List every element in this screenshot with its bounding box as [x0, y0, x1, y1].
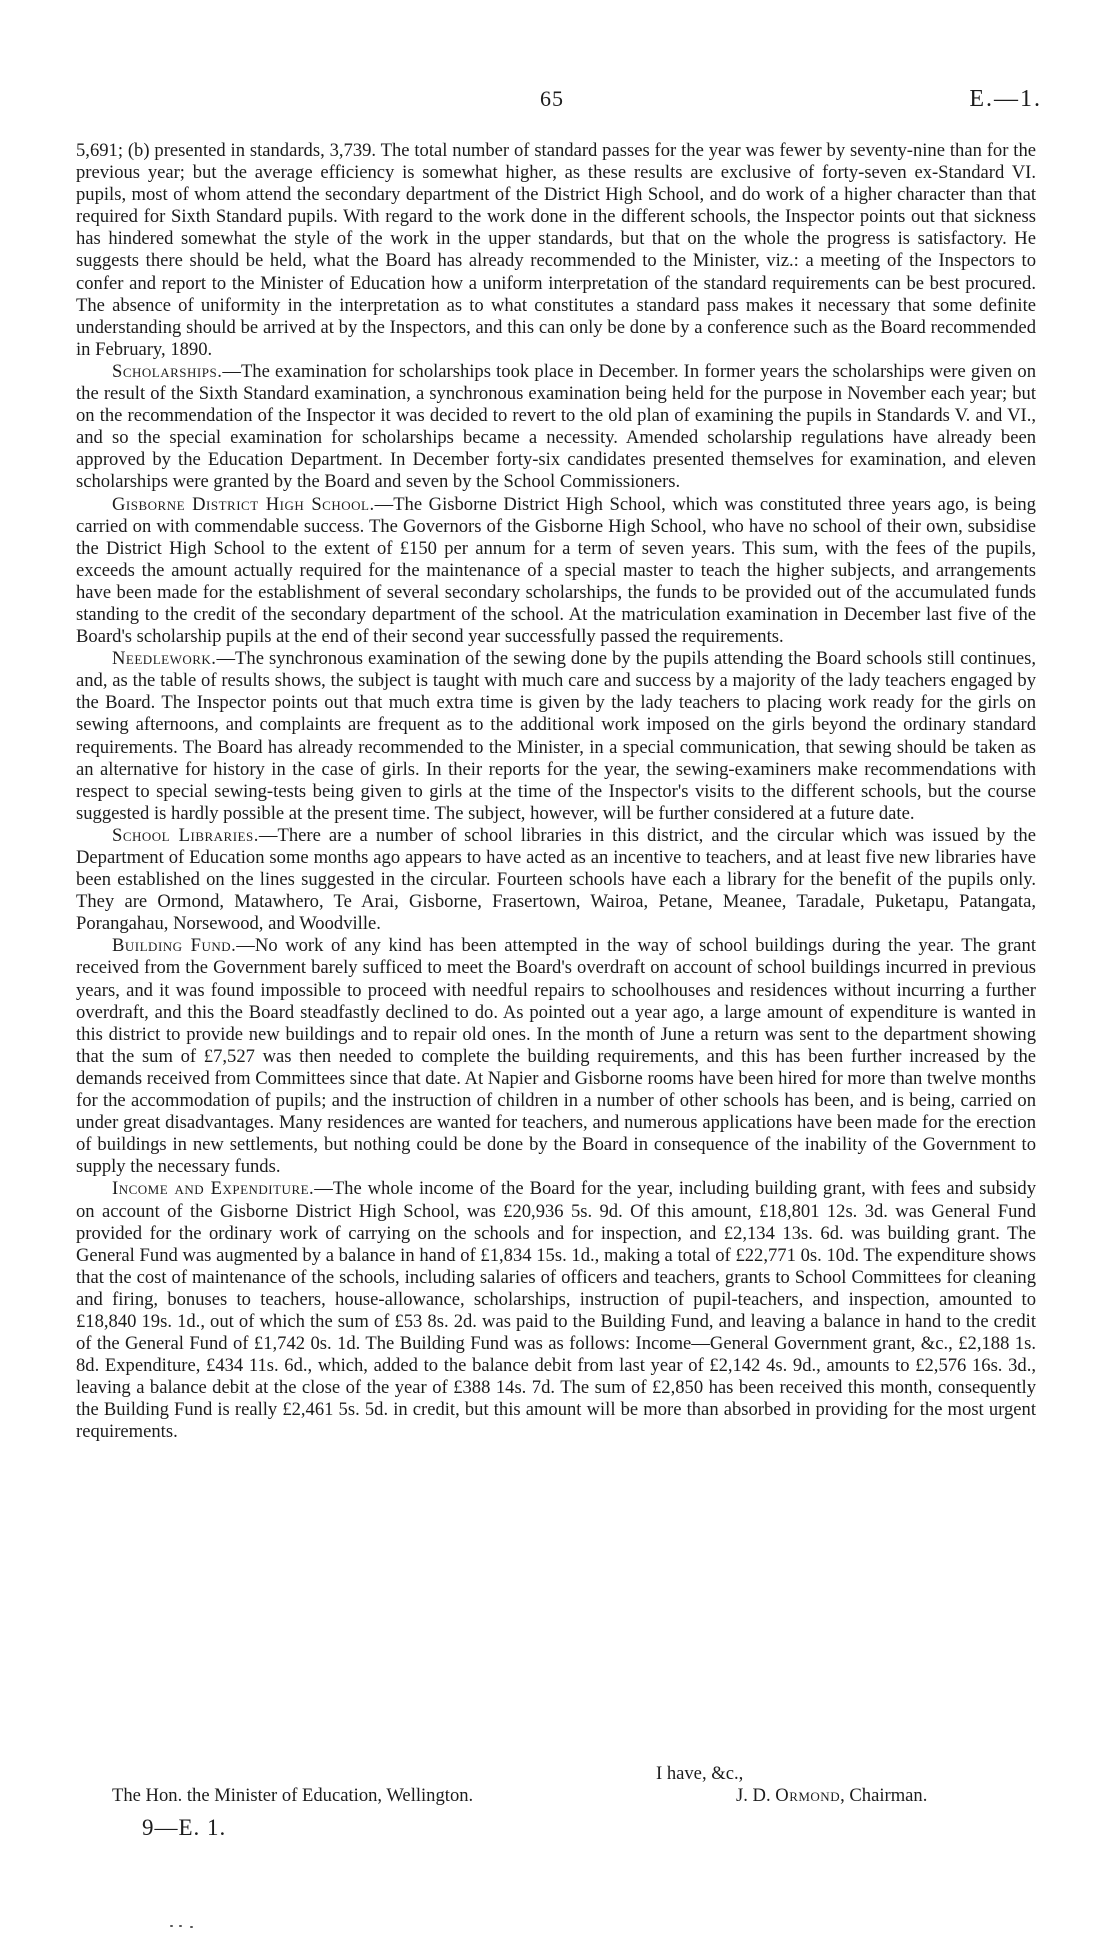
addressee: The Hon. the Minister of Education, Wellington. — [112, 1785, 474, 1806]
paragraph-heading: School Libraries. — [112, 824, 259, 846]
paragraph-text: —The Gisborne District High School, which was constituted three years ago, is being carried on with commendable success. The Governors of the Gisborne High School, who have no school of their own, subsidise the District High School to the extent of £150 per annum for a term of seven years. This sum, with the fees of the pupils, exceeds the amount actually required for the maintenance of a special master to teach the higher subjects, and arrangements have been made for the establishment of several secondary scholarships, the funds to be provided out of the accumulated funds standing to the credit of the secondary department of the school. At the matriculation examination in December last five of the Board's scholarship pupils at the end of their second year successfully passed the requirements. — [76, 493, 1036, 648]
signatory — [736, 1785, 927, 1807]
paragraph-heading: Building Fund. — [112, 935, 237, 957]
paragraph-gisborne-high-school — [76, 494, 1036, 649]
paragraph-scholarships — [76, 361, 1036, 494]
salutation: I have, &c., — [656, 1763, 744, 1784]
paragraph-text: —No work of any kind has been attempted in the way of school buildings during the year. The grant received from the Government barely sufficed to meet the Board's overdraft on account of school buildings incurred in previous years, and it was found impossible to proceed with needful repairs to schoolhouses and residences without incurring a further overdraft, and this the Board steadfastly declined to do. As pointed out a year ago, a large amount of expenditure is wanted in this district to provide new buildings and to repair old ones. In the month of June a return was sent to the department showing that the sum of £7,527 was then needed to complete the building requirements, and this has been further increased by the demands received from Committees since that date. At Napier and Gisborne rooms have been hired for more than twelve months for the accommodation of pupils; and the instruction of children in a number of other schools has been, and is being, carried on under great disadvantages. Many residences are wanted for teachers, and numerous applications have been made for the erection of buildings in new settlements, but nothing could be done by the Board in consequence of the inability of the Government to supply the necessary funds. — [76, 935, 1036, 1178]
address-row — [76, 1785, 1036, 1807]
paragraph-heading: Income and Expenditure. — [112, 1178, 315, 1200]
signature-mark: 9—E. 1. — [142, 1815, 227, 1840]
paragraph-text: 5,691; (b) presented in standards, 3,739. The total number of standard passes for the year was fewer by seventy-nine than for the previous year; but the average efficiency is somewhat higher, as these results are exclusive of forty-seven ex-Standard VI. pupils, most of whom attend the secondary department of the District High School, and do work of a higher character than that required for Sixth Standard pupils. With regard to the work done in the different schools, the Inspector points out that sickness has hindered somewhat the style of the work in the upper standards, but that on the whole the progress is satisfactory. He suggests there should be held, what the Board has already recommended to the Minister, viz.: a meeting of the Inspectors to confer and report to the Minister of Education how a uniform interpretation of the standard requirements can be best procured. The absence of uniformity in the interpretation as to what constitutes a standard pass makes it necessary that some definite understanding should be arrived at by the Inspectors, and this can only be done by a conference such as the Board recommended in February, 1890. — [76, 140, 1036, 360]
paragraph-heading: Gisborne District High School. — [112, 493, 375, 515]
paragraph-building-fund — [76, 935, 1036, 1178]
signatory-title: , Chairman. — [840, 1785, 928, 1806]
paragraph-standards — [76, 140, 1036, 361]
paragraph-heading: Scholarships. — [112, 360, 223, 382]
salutation-row — [76, 1763, 1036, 1785]
paragraph-income-expenditure — [76, 1178, 1036, 1443]
letter-closing — [76, 1763, 1036, 1807]
report-body — [76, 140, 1036, 1444]
paragraph-text: —There are a number of school libraries in this district, and the circular which was issued by the Department of Education some months ago appears to have acted as an incentive to teachers, and at least five new libraries have been established on the lines suggested in the circular. Fourteen schools have each a library for the benefit of the pupils only. They are Ormond, Matawhero, Te Arai, Gisborne, Frasertown, Wairoa, Petane, Meanee, Taradale, Puketapu, Patangata, Porangahau, Norsewood, and Woodville. — [76, 824, 1036, 935]
print-speck — [170, 1925, 200, 1928]
signatory-name: Ormond — [775, 1785, 841, 1806]
document-code: E.—1. — [969, 86, 1042, 112]
paragraph-school-libraries — [76, 825, 1036, 935]
page-number: 65 — [540, 86, 564, 111]
paragraph-text: —The whole income of the Board for the year, including building grant, with fees and subsidy on account of the Gisborne District High School, was £20,936 5s. 9d. Of this amount, £18,801 12s. 3d. was General Fund provided for the ordinary work of carrying on the schools and for inspection, and £2,134 13s. 6d. was building grant. The General Fund was augmented by a balance in hand of £1,834 15s. 1d., making a total of £22,771 0s. 10d. The expenditure shows that the cost of maintenance of the schools, including salaries of officers and teachers, grants to School Committees for cleaning and firing, bonuses to teachers, house-allowance, scholarships, instruction of pupil-teachers, and inspection, amounted to £18,840 19s. 1d., out of which the sum of £53 8s. 2d. was paid to the Building Fund, and leaving a balance in hand to the credit of the General Fund of £1,742 0s. 1d. The Building Fund was as follows: Income—General Government grant, &c., £2,188 1s. 8d. Expenditure, £434 11s. 6d., which, added to the balance debit from last year of £2,142 4s. 9d., amounts to £2,576 16s. 3d., leaving a balance debit at the close of the year of £388 14s. 7d. The sum of £2,850 has been received this month, consequently the Building Fund is really £2,461 5s. 5d. in credit, but this amount will be more than absorbed in providing for the most urgent requirements. — [76, 1178, 1036, 1443]
paragraph-text: —The synchronous examination of the sewing done by the pupils attending the Board schools still continues, and, as the table of results shows, the subject is taught with much care and success by a majority of the lady teachers engaged by the Board. The Inspector points out that much extra time is given by the lady teachers to placing work ready for the girls on sewing afternoons, and complaints are frequent as to the additional work imposed on the girls beyond the ordinary standard requirements. The Board has already recommended to the Minister, in a special communication, that sewing should be taken as an alternative for history in the case of girls. In their reports for the year, the sewing-examiners make recommendations with respect to special sewing-tests being given to girls at the time of the Inspector's visits to the different schools, but the course suggested is hardly possible at the present time. The subject, however, will be further considered at a future date. — [76, 648, 1036, 824]
signatory-initials: J. D. — [736, 1785, 776, 1806]
paragraph-needlework — [76, 648, 1036, 825]
paragraph-text: —The examination for scholarships took place in December. In former years the scholarships were given on the result of the Sixth Standard examination, a synchronous examination being held for the purpose in November each year; but on the recommendation of the Inspector it was decided to revert to the old plan of examining the pupils in Standards V. and VI., and so the special examination for scholarships became a necessity. Amended scholarship regulations have already been approved by the Education Department. In December forty-six candidates presented themselves for examination, and eleven scholarships were granted by the Board and seven by the School Commissioners. — [76, 360, 1036, 493]
paragraph-heading: Needlework. — [112, 648, 217, 670]
